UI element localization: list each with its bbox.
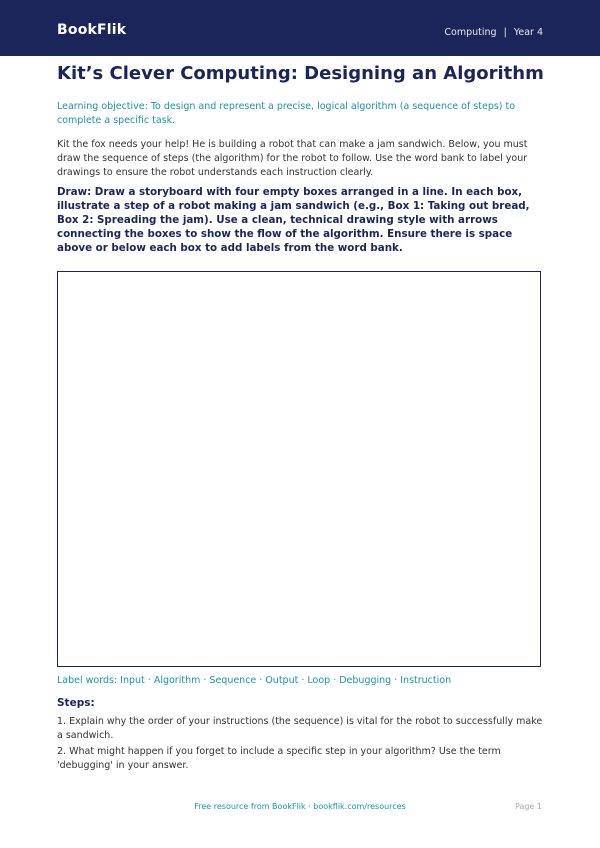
meta-separator: | <box>503 27 507 38</box>
step-item: 1. Explain why the order of your instructions (the sequence) is vital for the robot to successfully make a sandwich. <box>57 716 543 741</box>
label-words: Label words: Input · Algorithm · Sequence · Output · Loop · Debugging · Instruction <box>57 675 452 686</box>
subject-label: Computing <box>444 27 497 38</box>
year-label: Year 4 <box>513 27 543 38</box>
drawing-area[interactable] <box>57 271 541 667</box>
page-number: Page 1 <box>515 802 542 811</box>
intro-text: Kit the fox needs your help! He is building a robot that can make a jam sandwich. Below, you must draw the sequence of steps (the algorithm) for the robot to follow. Use the word bank to label your drawings to ensure the robot understands each instruction clearly. <box>57 139 528 178</box>
learning-objective: Learning objective: To design and represent a precise, logical algorithm (a sequence of steps) to complete a specific task. <box>57 101 516 126</box>
header-meta <box>444 27 543 38</box>
brand-logo-text: BookFlik <box>57 22 127 38</box>
steps-heading: Steps: <box>57 697 95 709</box>
page-title: Kit’s Clever Computing: Designing an Algorithm <box>57 63 544 84</box>
footer-text: Free resource from BookFlik · bookflik.com/resources <box>194 802 406 811</box>
header-bar <box>0 0 600 56</box>
step-item: 2. What might happen if you forget to include a specific step in your algorithm? Use the term 'debugging' in your answer. <box>57 746 501 771</box>
draw-instruction: Draw: Draw a storyboard with four empty boxes arranged in a line. In each box, illustrate a step of a robot making a jam sandwich (e.g., Box 1: Taking out bread, Box 2: Spreading the jam). Use a clean, technical drawing style with arrows connecting the boxes to show the flow of the algorithm. Ensure there is space above or below each box to add labels from the word bank. <box>57 186 530 254</box>
